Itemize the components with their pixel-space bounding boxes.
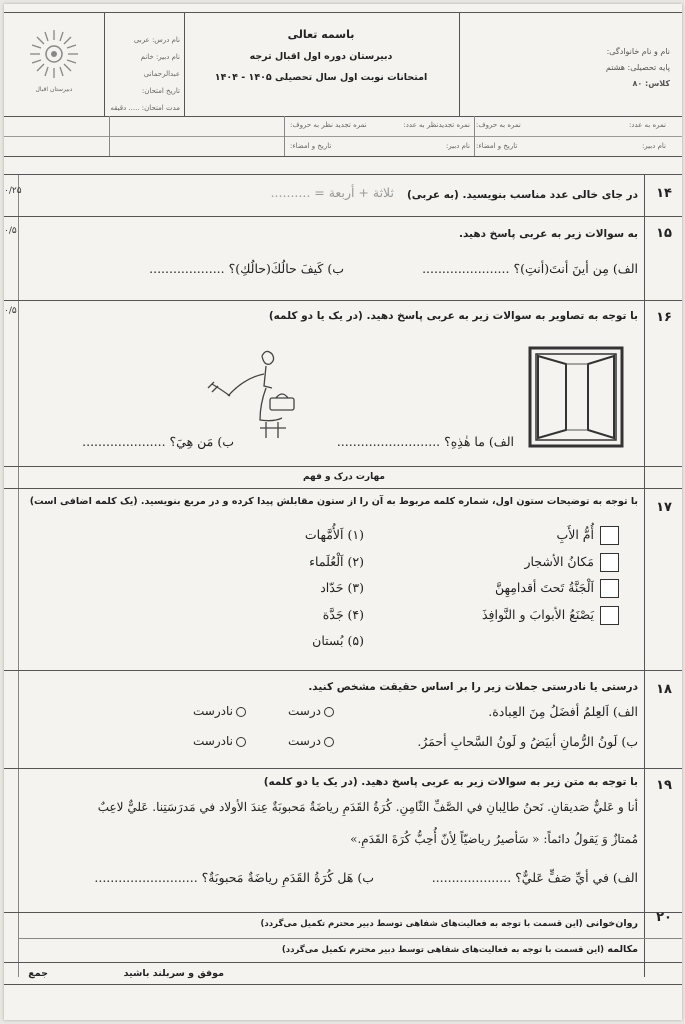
q17-left-column	[204, 522, 364, 655]
score-text-label: نمره به حروف:	[476, 121, 521, 129]
grade-label: پایه تحصیلی: هشتم	[605, 63, 670, 72]
header-row2-mid	[4, 136, 682, 137]
teacher2-sign-label: نام دبیر:	[445, 142, 470, 150]
q19-part-a: الف) في أيِّ صَفٍّ عَليٌّ؟ ....................	[431, 870, 638, 885]
review-cell	[290, 121, 470, 129]
q18-b-false-option[interactable]: نادرست	[166, 734, 246, 748]
q16-number: ۱۶	[656, 310, 672, 325]
q15-part-a: الف) مِن أينَ أنتَ(أنتِ)؟ ......................	[422, 261, 638, 276]
row2-divider-1	[284, 116, 285, 156]
q15-number: ۱۵	[656, 226, 672, 241]
score-num-label: نمره به عدد:	[628, 121, 666, 129]
radio-circle-icon	[324, 707, 334, 717]
date-sign2-label: تاریخ و امضاء:	[290, 142, 332, 150]
q14-instruction: در جای خالی عدد مناسب بنویسید. (به عربی)	[407, 189, 638, 201]
q17-left-item: (۵) بُستان	[312, 633, 364, 648]
q20-number: ۲۰	[656, 910, 672, 925]
q18-number: ۱۸	[656, 682, 672, 697]
school-logo	[10, 26, 98, 93]
footer-total: جمع	[28, 968, 48, 979]
class-label: کلاس: ۸۰	[632, 79, 670, 88]
review-num-label: نمره تجدیدنظر به عدد:	[403, 121, 470, 129]
q18-instruction: درستی یا نادرستی جملات زیر را بر اساس حقیقت مشخص کنید.	[308, 681, 638, 693]
q14-score: ۰/۲۵	[4, 186, 22, 196]
q18-top	[4, 670, 682, 671]
q17-left-item: (۳) حَدّاد	[320, 580, 364, 595]
q17-left-item: (۴) جَدَّة	[322, 606, 364, 622]
q17-number: ۱۷	[656, 500, 672, 515]
subject-label: نام درس: عربی	[133, 36, 180, 44]
header-row2-bottom	[4, 156, 682, 157]
q19-part-b: ب) هَل كُرَةُ القَدَمِ رياضَةٌ مَحبوبَةٌ؟ ..........................	[94, 870, 374, 885]
answer-box[interactable]	[600, 579, 619, 598]
header-divider-left	[184, 12, 185, 116]
q16-top	[4, 300, 682, 301]
q19-passage-line2: مُمتازٌ وَ يَقولُ دائماً: « سَأصيرُ رياضيّاً لِأنّ أُحِبُّ كُرَةَ القَدَمِ.»	[350, 832, 638, 846]
q17-right-item: اَلْجَنَّةُ تَحتَ أقدامِهِنَّ	[404, 575, 619, 602]
q15-top	[4, 216, 682, 217]
header-divider-right	[459, 12, 460, 116]
duration-label: مدت امتحان: ..... دقیقه	[110, 104, 180, 112]
q18-a-true-option[interactable]: درست	[266, 704, 334, 718]
radio-circle-icon	[236, 737, 246, 747]
q18-part-b: ب) لَونُ الرُّمانِ أبيَضُ و لَونُ السَّحابِ أحمَرُ.	[417, 734, 638, 749]
q15-instruction: به سوالات زیر به عربی پاسخ دهید.	[458, 228, 638, 240]
name-label: نام و نام خانوادگی:	[606, 47, 670, 56]
q17-top	[4, 488, 682, 489]
section-title: مهارت درک و فهم	[302, 472, 386, 482]
q14-number: ۱۴	[656, 186, 672, 201]
header-divider-logo	[104, 12, 105, 116]
q16-score: ۰/۵	[4, 306, 17, 316]
q19-number: ۱۹	[656, 778, 672, 793]
q17-right-item: مَكانُ الأشجار	[404, 549, 619, 576]
q19-instruction: با توجه به متن زیر به سوالات زیر به عربی پاسخ دهید. (در یک یا دو کلمه)	[263, 776, 638, 788]
radio-circle-icon	[236, 707, 246, 717]
q18-a-false-option[interactable]: نادرست	[166, 704, 246, 718]
q14-content: ثلاثة + أربعة = ..........	[270, 185, 394, 200]
q18-b-true-option[interactable]: درست	[266, 734, 334, 748]
answer-box[interactable]	[600, 553, 619, 572]
date-sign-label: تاریخ و امضاء:	[476, 142, 518, 150]
q20-conversation: مکالمه (این قسمت با توجه به فعالیت‌های شفاهی توسط دبیر محترم تکمیل می‌گردد)	[281, 944, 638, 955]
exam-title-block	[186, 28, 456, 83]
teacher-label: نام دبیر: خانم عبدالرحمانی	[140, 53, 180, 78]
q15-score: ۰/۵	[4, 226, 17, 236]
exam-details	[108, 32, 180, 117]
window-picture-icon	[526, 344, 626, 450]
q17-instruction: با توجه به توضیحات ستون اول، شماره کلمه مربوط به آن را از ستون مقابلش پیدا کرده و در مربع بنویسید. (یک کلمه اضافی است)	[29, 496, 638, 507]
q17-left-item: (۱) اَلأُمَّهات	[304, 527, 364, 542]
footer-line	[4, 984, 682, 985]
q19-passage-line1: أنا و عَليٌّ صَديقانِ. نَحنُ طالِبانِ في الصَّفِّ الثّامِنِ. كُرَةُ القَدَمِ رياضَةٌ مَحبوبَةٌ عِندَ الأولاد في مَدرَسَتِنا. عَليٌّ لاعِبٌ	[97, 800, 638, 814]
section-top	[4, 466, 682, 467]
q20-bottom	[4, 962, 682, 963]
q16-part-a: الف) ما هٰذِهِ؟ ..........................	[336, 434, 514, 449]
teacher2-sign-cell	[290, 142, 470, 150]
q20-reading: روان‌خوانی (این قسمت با توجه به فعالیت‌های شفاهی توسط دبیر محترم تکمیل می‌گردد)	[260, 918, 638, 929]
number-column-border	[644, 174, 645, 977]
q17-right-column	[404, 522, 619, 628]
q16-part-b: ب) مَن هِيَ؟ .....................	[82, 434, 234, 449]
q20-top	[4, 912, 682, 913]
q17-left-item: (۲) اَلْعُلَماء	[309, 553, 364, 569]
school-name: دبیرستان دوره اول اقبال ترجه	[249, 51, 393, 62]
exam-name: امتحانات نوبت اول سال تحصیلی ۱۴۰۵ - ۱۴۰۴	[214, 72, 428, 83]
radio-circle-icon	[324, 737, 334, 747]
girl-drawing-icon	[200, 344, 306, 444]
student-info	[480, 44, 670, 92]
answer-box[interactable]	[600, 526, 619, 545]
q15-part-b: ب) كَيفَ حالُكَ(حالُكِ)؟ ...................	[149, 261, 344, 276]
header-top-border	[4, 12, 682, 13]
q17-right-item: أُمُّ الأَبِ	[404, 522, 619, 549]
q20-mid	[18, 938, 682, 939]
answer-box[interactable]	[600, 606, 619, 625]
score-num-cell	[476, 121, 666, 129]
basmala: باسمه تعالی	[287, 28, 355, 41]
exam-sheet	[4, 4, 682, 1020]
row2-divider-3	[109, 116, 110, 156]
row2-divider-2	[474, 116, 475, 156]
header-row2-top	[4, 116, 682, 117]
q18-part-a: الف) اَلعِلمُ أفضَلُ مِنَ العِبادة.	[488, 704, 638, 719]
footer-wish: موفق و سربلند باشید	[123, 968, 224, 979]
q14-top	[4, 174, 682, 175]
date-label: تاریخ امتحان:	[141, 87, 180, 95]
teacher-sign-label: نام دبیر:	[641, 142, 666, 150]
teacher-sign-cell	[476, 142, 666, 150]
logo-caption: دبیرستان اقبال	[35, 86, 73, 93]
q19-top	[4, 768, 682, 769]
review-text-label: نمره تجدید نظر به حروف:	[290, 121, 367, 129]
q17-right-item: يَصْنَعُ الأبوابَ و النَّوافِذَ	[404, 602, 619, 629]
sunburst-logo-icon	[26, 26, 82, 82]
q16-instruction: با توجه به تصاویر به سوالات زیر به عربی پاسخ دهید. (در یک یا دو کلمه)	[268, 310, 638, 322]
score-column-border	[18, 174, 19, 977]
